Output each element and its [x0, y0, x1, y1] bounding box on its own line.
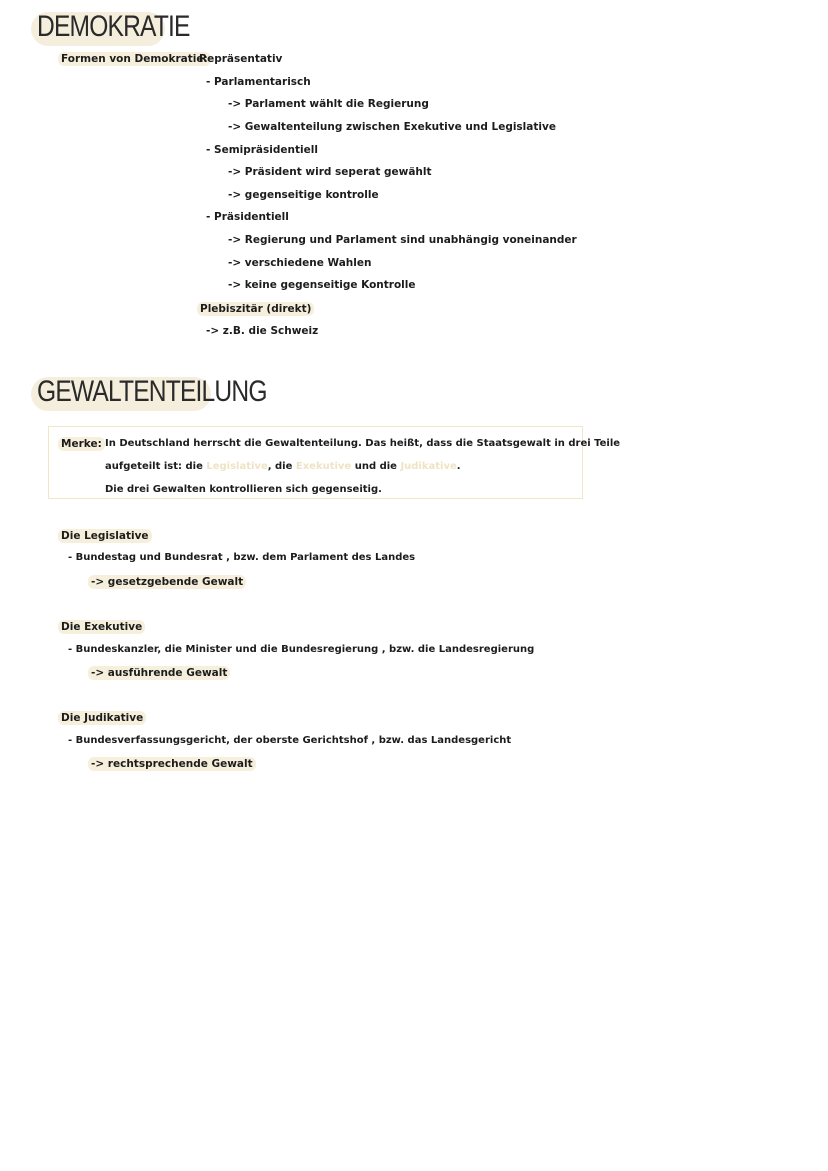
merke-line-2-prefix: aufgeteilt ist: die: [105, 461, 203, 472]
und-die: und die: [354, 461, 397, 472]
list-item: -> Regierung und Parlament sind unabhängig voneinander: [228, 234, 577, 246]
formen-label: Formen von Demokratie:: [58, 52, 211, 66]
list-item: -> Gewaltenteilung zwischen Exekutive und Legislative: [228, 121, 556, 133]
heading-judikative: Die Judikative: [58, 711, 146, 725]
heading-legislative: Die Legislative: [58, 529, 152, 543]
list-item: - Parlamentarisch: [206, 76, 311, 88]
legislative-detail: - Bundestag und Bundesrat , bzw. dem Parlament des Landes: [68, 552, 416, 563]
repraesentativ-label: Repräsentativ: [199, 53, 283, 65]
plebiszitaer-label: Plebiszitär (direkt): [197, 302, 314, 316]
merke-line-2: [105, 461, 461, 472]
comma-die: , die: [267, 461, 293, 472]
period: .: [456, 461, 461, 472]
list-item: -> verschiedene Wahlen: [228, 257, 372, 269]
list-item: - Semipräsidentiell: [206, 144, 318, 156]
merke-label: Merke:: [58, 437, 105, 451]
legislative-result: -> gesetzgebende Gewalt: [88, 575, 246, 589]
merke-line-1: In Deutschland herrscht die Gewaltenteilung. Das heißt, dass die Staatsgewalt in drei Teile: [105, 438, 621, 449]
exekutive-result: -> ausführende Gewalt: [88, 666, 230, 680]
judikative-result: -> rechtsprechende Gewalt: [88, 757, 256, 771]
word-legislative: Legislative: [206, 461, 268, 472]
merke-line-3: Die drei Gewalten kontrollieren sich gegenseitig.: [105, 484, 382, 495]
exekutive-detail: - Bundeskanzler, die Minister und die Bundesregierung , bzw. die Landesregierung: [68, 644, 535, 655]
list-item: -> Parlament wählt die Regierung: [228, 98, 429, 110]
list-item: - Präsidentiell: [206, 211, 289, 223]
list-item: -> keine gegenseitige Kontrolle: [228, 279, 416, 291]
list-item: -> Präsident wird seperat gewählt: [228, 166, 432, 178]
heading-exekutive: Die Exekutive: [58, 620, 145, 634]
judikative-detail: - Bundesverfassungsgericht, der oberste Gerichtshof , bzw. das Landesgericht: [68, 735, 512, 746]
page-title-demokratie: DEMOKRATIE: [37, 10, 190, 43]
list-item: -> gegenseitige kontrolle: [228, 189, 379, 201]
word-exekutive: Exekutive: [295, 461, 352, 472]
plebiszitaer-example: -> z.B. die Schweiz: [206, 325, 319, 337]
word-judikative: Judikative: [400, 461, 457, 472]
page-title-gewaltenteilung: GEWALTENTEILUNG: [37, 375, 267, 408]
